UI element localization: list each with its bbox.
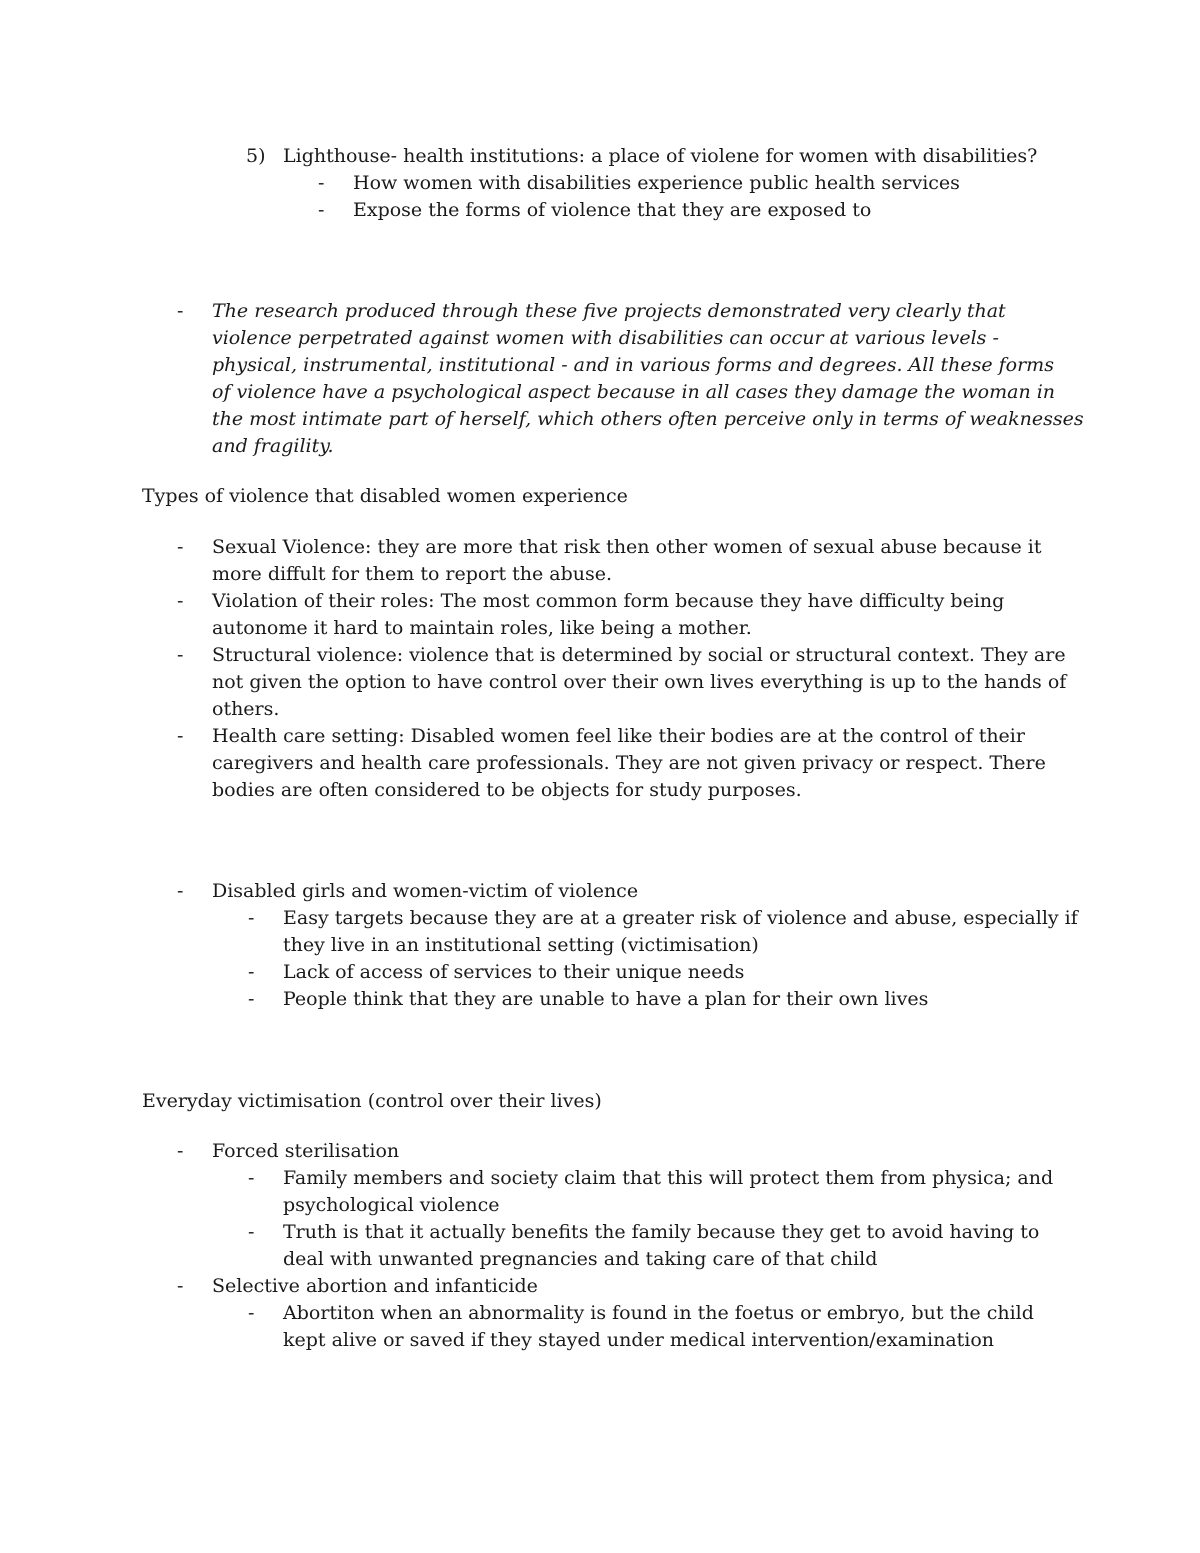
quote-line: of violence have a psychological aspect because in all cases they damage the woman in <box>212 381 1056 403</box>
types-item-line: more diffult for them to report the abuse. <box>212 563 613 585</box>
everyday-subitem-line: Abortiton when an abnormality is found in the foetus or embryo, but the child <box>283 1302 1034 1324</box>
quote-line: and fragility. <box>212 435 334 457</box>
bullet-dash: - <box>248 961 255 983</box>
bullet-dash: - <box>318 199 325 221</box>
bullet-dash: - <box>177 590 184 612</box>
bullet-dash: - <box>177 644 184 666</box>
bullet-dash: - <box>248 907 255 929</box>
victims-subitem-line: they live in an institutional setting (victimisation) <box>283 934 759 956</box>
everyday-subitem-line: Family members and society claim that this will protect them from physica; and <box>283 1167 1054 1189</box>
types-item-line: others. <box>212 698 280 720</box>
bullet-dash: - <box>177 725 184 747</box>
quote-line: violence perpetrated against women with disabilities can occur at various levels - <box>212 327 999 349</box>
section-5-bullet: Expose the forms of violence that they are exposed to <box>353 199 872 221</box>
bullet-dash: - <box>248 1302 255 1324</box>
everyday-subitem-line: deal with unwanted pregnancies and taking care of that child <box>283 1248 878 1270</box>
bullet-dash: - <box>248 988 255 1010</box>
everyday-item-title: Selective abortion and infanticide <box>212 1275 538 1297</box>
everyday-subitem-line: Truth is that it actually benefits the family because they get to avoid having to <box>283 1221 1040 1243</box>
types-item-line: Health care setting: Disabled women feel like their bodies are at the control of their <box>212 725 1025 747</box>
bullet-dash: - <box>177 880 184 902</box>
types-item-line: not given the option to have control over their own lives everything is up to the hands of <box>212 671 1067 693</box>
everyday-subitem-line: psychological violence <box>283 1194 500 1216</box>
bullet-dash: - <box>177 300 184 322</box>
types-item-line: bodies are often considered to be objects for study purposes. <box>212 779 802 801</box>
section-5-bullet: How women with disabilities experience public health services <box>353 172 960 194</box>
list-number: 5) <box>246 145 266 167</box>
types-item-line: caregivers and health care professionals. They are not given privacy or respect. There <box>212 752 1046 774</box>
victims-title: Disabled girls and women-victim of violence <box>212 880 639 902</box>
everyday-heading: Everyday victimisation (control over their lives) <box>142 1090 602 1112</box>
types-item-line: Structural violence: violence that is determined by social or structural context. They are <box>212 644 1066 666</box>
bullet-dash: - <box>248 1167 255 1189</box>
victims-subitem-line: People think that they are unable to have a plan for their own lives <box>283 988 929 1010</box>
quote-line: The research produced through these five projects demonstrated very clearly that <box>212 300 1006 322</box>
victims-subitem-line: Easy targets because they are at a greater risk of violence and abuse, especially if <box>283 907 1078 929</box>
bullet-dash: - <box>318 172 325 194</box>
types-heading: Types of violence that disabled women experience <box>142 485 628 507</box>
everyday-item-title: Forced sterilisation <box>212 1140 400 1162</box>
victims-subitem-line: Lack of access of services to their unique needs <box>283 961 745 983</box>
section-5-title: Lighthouse- health institutions: a place of violene for women with disabilities? <box>283 145 1038 167</box>
types-item-line: Violation of their roles: The most common form because they have difficulty being <box>212 590 1005 612</box>
bullet-dash: - <box>177 1275 184 1297</box>
bullet-dash: - <box>177 536 184 558</box>
types-item-line: autonome it hard to maintain roles, like being a mother. <box>212 617 752 639</box>
bullet-dash: - <box>177 1140 184 1162</box>
types-item-line: Sexual Violence: they are more that risk then other women of sexual abuse because it <box>212 536 1042 558</box>
quote-line: the most intimate part of herself, which others often perceive only in terms of weaknesses <box>212 408 1084 430</box>
quote-line: physical, instrumental, institutional - and in various forms and degrees. All these forms <box>212 354 1054 376</box>
everyday-subitem-line: kept alive or saved if they stayed under medical intervention/examination <box>283 1329 995 1351</box>
bullet-dash: - <box>248 1221 255 1243</box>
